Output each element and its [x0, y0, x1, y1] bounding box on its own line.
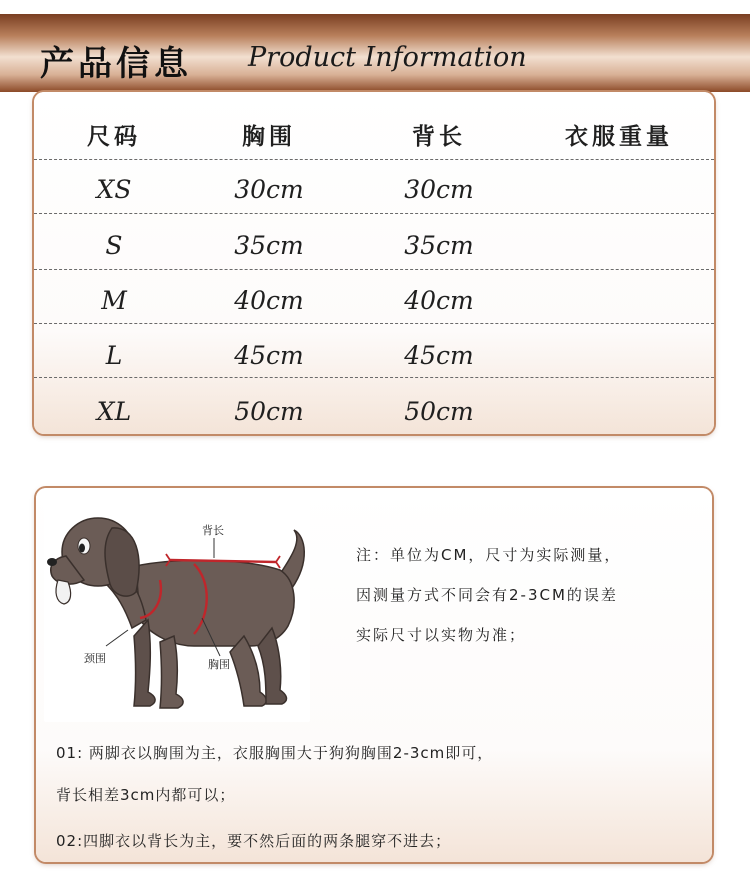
cell-size: XS — [96, 174, 132, 204]
banner-title-en: Product Information — [248, 42, 527, 73]
header-weight: 衣服重量 — [565, 123, 673, 150]
table-row — [34, 384, 714, 438]
table-row — [34, 218, 714, 272]
cell-weight — [534, 162, 704, 216]
row-divider — [34, 377, 714, 378]
label-back-length: 背长 — [202, 524, 224, 537]
title-banner — [0, 14, 750, 92]
cell-weight — [534, 328, 704, 382]
label-chest: 胸围 — [208, 658, 230, 671]
cell-size: XL — [96, 396, 132, 426]
cell-back: 40cm — [404, 285, 474, 315]
tip-1-line-a: 01: 两脚衣以胸围为主，衣服胸围大于狗狗胸围2-3cm即可， — [56, 744, 494, 762]
cell-back: 45cm — [404, 340, 474, 370]
note-line-1: 注：单位为CM，尺寸为实际测量， — [356, 546, 622, 564]
cell-size: S — [105, 230, 123, 260]
cell-back: 30cm — [404, 174, 474, 204]
row-divider — [34, 159, 714, 160]
size-table-card — [34, 92, 714, 434]
cell-weight — [534, 218, 704, 272]
header-chest: 胸围 — [242, 123, 296, 150]
cell-chest: 30cm — [234, 174, 304, 204]
table-row — [34, 273, 714, 327]
header-back-length: 背长 — [412, 123, 466, 150]
measurement-info-card — [36, 488, 712, 862]
cell-back: 35cm — [404, 230, 474, 260]
row-divider — [34, 269, 714, 270]
dog-illustration — [44, 496, 310, 722]
cell-chest: 35cm — [234, 230, 304, 260]
dog-measurement-diagram — [44, 496, 310, 722]
cell-chest: 40cm — [234, 285, 304, 315]
note-line-3: 实际尺寸以实物为准； — [356, 626, 527, 644]
cell-weight — [534, 273, 704, 327]
header-size: 尺码 — [87, 123, 141, 150]
label-neck: 颈围 — [84, 652, 106, 665]
banner-title-cn: 产品信息 — [40, 44, 192, 84]
cell-size: M — [101, 285, 127, 315]
cell-chest: 45cm — [234, 340, 304, 370]
row-divider — [34, 323, 714, 324]
tip-1-line-b: 背长相差3cm内都可以； — [56, 786, 236, 804]
cell-size: L — [105, 340, 123, 370]
cell-back: 50cm — [404, 396, 474, 426]
row-divider — [34, 213, 714, 214]
table-header-row — [34, 106, 714, 162]
cell-weight — [534, 384, 704, 438]
table-row — [34, 328, 714, 382]
table-row — [34, 162, 714, 216]
note-line-2: 因测量方式不同会有2-3CM的误差 — [356, 586, 618, 604]
cell-chest: 50cm — [234, 396, 304, 426]
tip-2-line: 02:四脚衣以背长为主，要不然后面的两条腿穿不进去； — [56, 832, 452, 850]
